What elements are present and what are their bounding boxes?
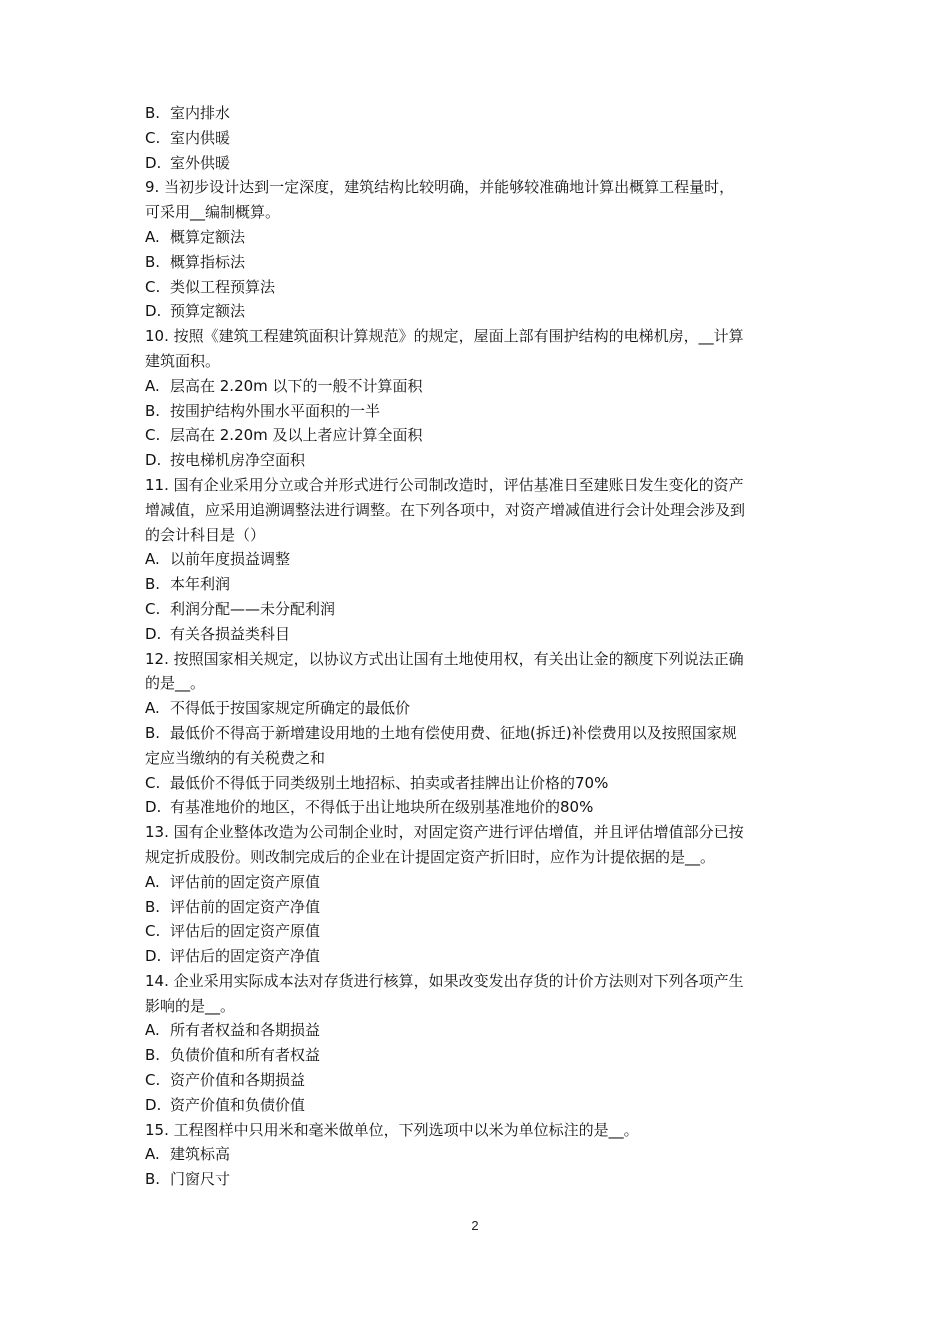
option-letter: B. [145, 104, 161, 122]
option-letter: B. [145, 252, 161, 271]
answer-option [145, 1018, 817, 1043]
answer-option [145, 250, 817, 275]
page-number: 2 [471, 1218, 479, 1233]
question-text-line [145, 175, 817, 200]
question-text-line [145, 324, 817, 349]
answer-option [145, 622, 817, 647]
option-text: 评估后的固定资产原值 [170, 922, 321, 941]
question-text: 规定折成股份。则改制完成后的企业在计提固定资产折旧时，应作为计提依据的是__。 [145, 847, 716, 866]
option-text: 所有者权益和各期损益 [170, 1021, 321, 1040]
option-letter: A. [145, 872, 160, 891]
question-text: 的会计科目是（） [145, 525, 266, 544]
option-text: 最低价不得低于同类级别土地招标、拍卖或者挂牌出让价格的70% [170, 773, 609, 792]
option-letter: C. [145, 599, 161, 618]
option-letter: A. [145, 376, 160, 395]
answer-option [145, 944, 817, 969]
answer-option [145, 572, 817, 597]
question-text-line [145, 349, 817, 374]
answer-option [145, 399, 817, 424]
question-text-line [145, 746, 817, 771]
option-letter: B. [145, 1170, 161, 1189]
option-letter: D. [145, 451, 162, 470]
answer-option [145, 1142, 817, 1167]
question-text-line [145, 523, 817, 548]
question-text-line [145, 994, 817, 1019]
option-letter: C. [145, 773, 161, 792]
option-letter: A. [145, 1145, 160, 1164]
question-text-line [145, 969, 817, 994]
question-text: 增减值，应采用追溯调整法进行调整。在下列各项中，对资产增减值进行会计处理会涉及到 [145, 500, 746, 519]
option-text: 利润分配——未分配利润 [170, 599, 336, 618]
option-text: 室内排水 [170, 104, 231, 122]
option-letter: D. [145, 624, 162, 643]
option-letter: D. [145, 947, 162, 966]
option-letter: C. [145, 426, 161, 445]
answer-option [145, 870, 817, 895]
option-letter: D. [145, 302, 162, 321]
option-letter: B. [145, 897, 161, 916]
question-text-line [145, 200, 817, 225]
option-text: 以前年度损益调整 [170, 550, 291, 569]
answer-option [145, 1068, 817, 1093]
question-text: 14. 企业采用实际成本法对存货进行核算，如果改变发出存货的计价方法则对下列各项产生 [145, 971, 744, 990]
option-letter: C. [145, 922, 161, 941]
answer-option [145, 1093, 817, 1118]
option-text: 评估前的固定资产净值 [170, 897, 321, 916]
option-text: 本年利润 [170, 575, 231, 594]
answer-option [145, 299, 817, 324]
option-letter: B. [145, 1046, 161, 1065]
answer-option [145, 101, 817, 126]
option-letter: D. [145, 1095, 162, 1114]
option-letter: D. [145, 798, 162, 817]
option-text: 门窗尺寸 [170, 1170, 231, 1189]
question-text: 11. 国有企业采用分立或合并形式进行公司制改造时，评估基准日至建账日发生变化的资产 [145, 475, 744, 494]
option-letter: A. [145, 699, 160, 718]
answer-option [145, 795, 817, 820]
question-text-line [145, 845, 817, 870]
option-text: 有关各损益类科目 [170, 624, 291, 643]
answer-option [145, 721, 817, 746]
option-text: 资产价值和负债价值 [170, 1095, 306, 1114]
question-text: 9. 当初步设计达到一定深度，建筑结构比较明确，并能够较准确地计算出概算工程量时， [145, 178, 735, 197]
option-text: 评估后的固定资产净值 [170, 947, 321, 966]
option-letter: C. [145, 1071, 161, 1090]
answer-option [145, 151, 817, 176]
option-text: 层高在 2.20m 及以上者应计算全面积 [170, 426, 423, 445]
option-letter: A. [145, 1021, 160, 1040]
option-text: 预算定额法 [170, 302, 246, 321]
option-letter: C. [145, 277, 161, 296]
answer-option [145, 225, 817, 250]
option-text: 概算定额法 [170, 227, 246, 246]
question-text-line [145, 671, 817, 696]
answer-option [145, 1043, 817, 1068]
question-text-line [145, 820, 817, 845]
option-letter: B. [145, 401, 161, 420]
option-text: 有基准地价的地区，不得低于出让地块所在级别基准地价的80% [170, 798, 594, 817]
option-text: 按围护结构外围水平面积的一半 [170, 401, 381, 420]
answer-option [145, 423, 817, 448]
question-text: 定应当缴纳的有关税费之和 [145, 748, 326, 767]
document-body [145, 101, 817, 1192]
option-text: 室内供暖 [170, 128, 231, 147]
question-text: 15. 工程图样中只用米和毫米做单位，下列选项中以米为单位标注的是__。 [145, 1120, 639, 1139]
answer-option [145, 275, 817, 300]
question-text-line [145, 498, 817, 523]
answer-option [145, 448, 817, 473]
question-text: 影响的是__。 [145, 996, 236, 1015]
option-text: 层高在 2.20m 以下的一般不计算面积 [170, 376, 423, 395]
option-letter: B. [145, 723, 161, 742]
question-text: 10. 按照《建筑工程建筑面积计算规范》的规定，屋面上部有围护结构的电梯机房，__计算 [145, 327, 744, 346]
option-text: 最低价不得高于新增建设用地的土地有偿使用费、征地(拆迁)补偿费用以及按照国家规 [170, 723, 737, 742]
question-text: 12. 按照国家相关规定，以协议方式出让国有土地使用权，有关出让金的额度下列说法正确 [145, 649, 744, 668]
answer-option [145, 1167, 817, 1192]
option-text: 评估前的固定资产原值 [170, 872, 321, 891]
answer-option [145, 919, 817, 944]
question-text-line [145, 647, 817, 672]
answer-option [145, 374, 817, 399]
question-text: 建筑面积。 [145, 351, 221, 370]
option-text: 概算指标法 [170, 252, 246, 271]
option-letter: A. [145, 550, 160, 569]
question-text: 的是__。 [145, 674, 206, 693]
option-text: 类似工程预算法 [170, 277, 276, 296]
option-text: 资产价值和各期损益 [170, 1071, 306, 1090]
answer-option [145, 597, 817, 622]
option-text: 建筑标高 [170, 1145, 231, 1164]
option-letter: B. [145, 575, 161, 594]
option-letter: D. [145, 153, 162, 172]
answer-option [145, 547, 817, 572]
answer-option [145, 895, 817, 920]
option-letter: C. [145, 128, 161, 147]
option-letter: A. [145, 227, 160, 246]
question-text: 13. 国有企业整体改造为公司制企业时，对固定资产进行评估增值，并且评估增值部分已按 [145, 823, 744, 842]
option-text: 负债价值和所有者权益 [170, 1046, 321, 1065]
question-text-line [145, 473, 817, 498]
option-text: 室外供暖 [170, 153, 231, 172]
option-text: 不得低于按国家规定所确定的最低价 [170, 699, 411, 718]
answer-option [145, 696, 817, 721]
option-text: 按电梯机房净空面积 [170, 451, 306, 470]
question-text: 可采用__编制概算。 [145, 203, 281, 222]
question-text-line [145, 1118, 817, 1143]
answer-option [145, 771, 817, 796]
answer-option [145, 126, 817, 151]
